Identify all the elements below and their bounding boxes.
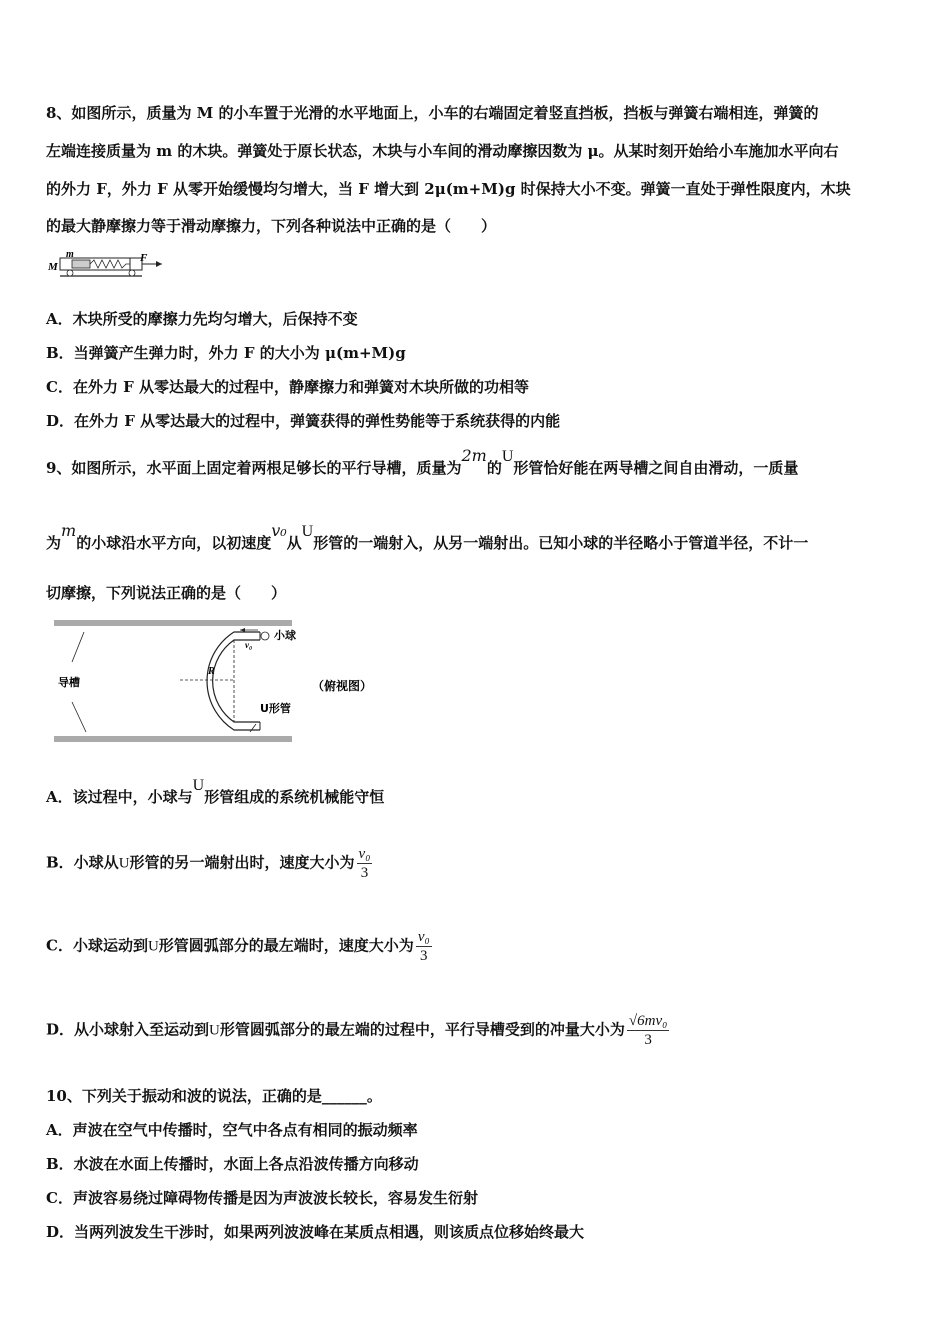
q9-option-d-fraction [627, 1012, 669, 1049]
q8-stem-line-1: 8、如图所示，质量为 M 的小车置于光滑的水平地面上，小车的右端固定着竖直挡板，挡板与弹簧右端相连，弹簧的 [46, 104, 819, 122]
q9-l1a: 9、如图所示，水平面上固定着两根足够长的平行导槽，质量为 [46, 459, 462, 477]
q8-spring [90, 260, 130, 268]
q9-option-c-text-1: C．小球运动到 [46, 936, 148, 955]
q9-option-b-denominator: 3 [360, 865, 369, 881]
q9-label-R: R [208, 666, 215, 677]
q9-l2c: 从 [286, 534, 302, 552]
q9-option-d-u: U [209, 1022, 220, 1039]
q9-option-b-text-1: B．小球从 [46, 853, 119, 872]
q9-v0: v₀ [271, 521, 287, 540]
q9-option-b-text-2: 形管的另一端射出时，速度大小为 [129, 853, 355, 872]
q9-label-ball: 小球 [274, 629, 296, 642]
q9-u-symbol-2: U [301, 523, 314, 540]
q9-option-c-numerator: v₀ [417, 929, 430, 945]
q8-stem-line-2: 左端连接质量为 m 的木块。弹簧处于原长状态，木块与小车间的滑动摩擦因数为 μ。从某时刻开始给小车施加水平向右 [46, 142, 839, 160]
q9-l2b: 的小球沿水平方向，以初速度 [76, 534, 272, 552]
q9-label-v0: v₀ [245, 640, 253, 650]
q9-groove-bottom [54, 736, 292, 742]
q9-stem-line-2 [46, 521, 809, 553]
q9-option-b [46, 845, 372, 882]
q8-stem-line-3: 的外力 F，外力 F 从零开始缓慢均匀增大，当 F 增大到 2μ(m+M)g 时保持大小不变。弹簧一直处于弹性限度内，木块 [46, 180, 851, 198]
q10-option-b: B．水波在水面上传播时，水面上各点沿波传播方向移动 [46, 1155, 419, 1173]
q9-option-a-text-2: 形管组成的系统机械能守恒 [204, 788, 385, 806]
q9-l1c: 形管恰好能在两导槽之间自由滑动，一质量 [513, 459, 799, 477]
q9-option-d-text-1: D．从小球射入至运动到 [46, 1020, 210, 1039]
q9-label-view: （俯视图） [312, 679, 373, 693]
q8-option-c: C．在外力 F 从零达最大的过程中，静摩擦力和弹簧对木块所做的功相等 [46, 378, 530, 396]
q10-option-c: C．声波容易绕过障碍物传播是因为声波波长较长，容易发生衍射 [46, 1189, 478, 1207]
q9-option-a-text-1: A．该过程中，小球与 [46, 788, 193, 806]
q9-u-tube-figure [54, 620, 394, 746]
q9-option-c-denominator: 3 [420, 948, 428, 964]
q9-label-tube: U形管 [260, 702, 291, 715]
q8-option-d: D．在外力 F 从零达最大的过程中，弹簧获得的弹性势能等于系统获得的内能 [46, 412, 561, 430]
q8-stem-line-4: 的最大静摩擦力等于滑动摩擦力，下列各种说法中正确的是（ ） [46, 217, 497, 235]
q9-mass-m: m [61, 521, 77, 540]
q8-label-M: M [48, 261, 58, 273]
q9-option-a-u: U [192, 777, 205, 794]
q9-option-c-fraction [416, 928, 432, 965]
q10-option-a: A．声波在空气中传播时，空气中各点有相同的振动频率 [46, 1121, 418, 1139]
q9-ball [261, 632, 269, 640]
q10-stem: 10、下列关于振动和波的说法，正确的是______。 [46, 1087, 382, 1105]
q9-stem-line-1 [46, 446, 799, 478]
q8-label-F: F [140, 252, 148, 264]
q10-option-d: D．当两列波发生干涉时，如果两列波波峰在某质点相遇，则该质点位移始终最大 [46, 1223, 585, 1241]
q9-option-d-numerator: √6mv₀ [628, 1013, 668, 1029]
q9-option-d-denominator: 3 [644, 1032, 652, 1048]
q9-label-groove: 导槽 [58, 676, 80, 689]
q9-mass-2m: 2m [461, 446, 487, 465]
q9-option-c [46, 928, 432, 965]
q9-u-symbol: U [501, 448, 514, 465]
q9-option-b-fraction [357, 845, 373, 882]
q9-option-d-text-2: 形管圆弧部分的最左端的过程中，平行导槽受到的冲量大小为 [219, 1020, 625, 1039]
q8-block [72, 260, 90, 268]
q9-l2a: 为 [46, 534, 62, 552]
q8-option-a: A．木块所受的摩擦力先均匀增大，后保持不变 [46, 310, 358, 328]
q9-option-b-numerator: v₀ [358, 846, 371, 862]
q9-option-d [46, 1012, 669, 1049]
q9-l1b: 的 [486, 459, 502, 477]
q9-stem-line-3: 切摩擦，下列说法正确的是（ ） [46, 584, 287, 602]
q8-cart-figure [46, 248, 166, 284]
q8-label-m: m [66, 249, 74, 260]
q9-option-c-u: U [147, 938, 159, 955]
q9-option-a [46, 777, 385, 807]
q9-groove-top [54, 620, 292, 626]
q9-option-c-text-2: 形管圆弧部分的最左端时，速度大小为 [158, 936, 414, 955]
q9-option-b-u: U [118, 855, 130, 872]
q8-option-b: B．当弹簧产生弹力时，外力 F 的大小为 μ(m+M)g [46, 344, 406, 362]
q9-l2d: 形管的一端射入，从另一端射出。已知小球的半径略小于管道半径，不计一 [313, 534, 809, 552]
